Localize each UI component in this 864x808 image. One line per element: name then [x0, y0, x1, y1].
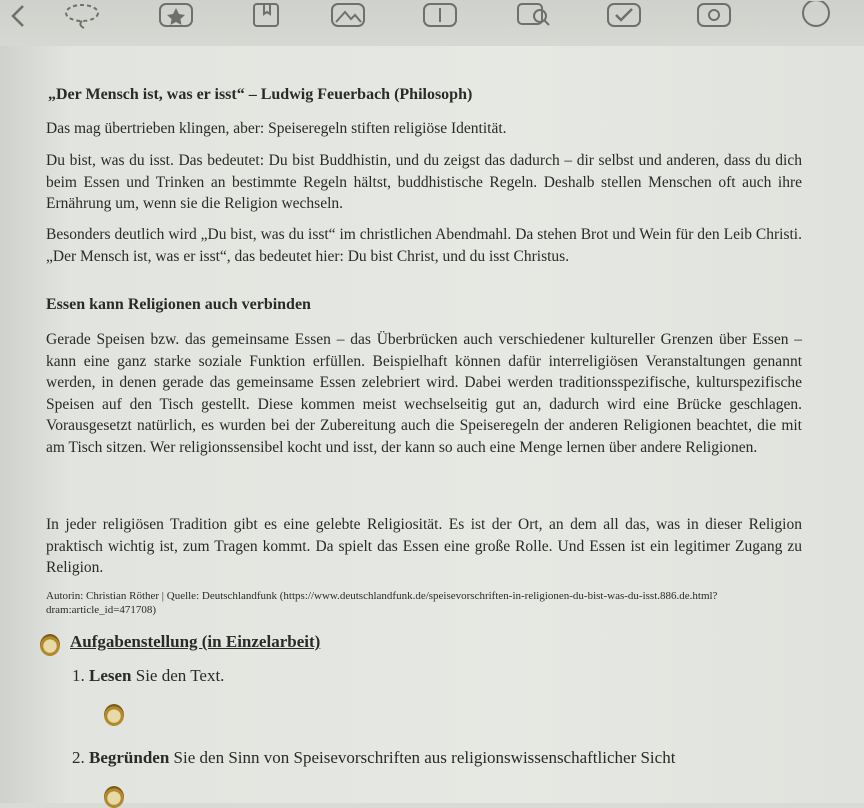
- zoom-icon[interactable]: [514, 2, 554, 30]
- section-heading: Essen kann Religionen auch verbinden: [46, 296, 311, 313]
- check-icon[interactable]: [604, 2, 644, 30]
- quote-heading: „Der Mensch ist, was er isst“ – Ludwig Feuerbach (Philosoph): [48, 86, 473, 103]
- text-icon[interactable]: [420, 2, 460, 30]
- lasso-icon[interactable]: [62, 2, 102, 30]
- task-1-number: 1.: [72, 666, 85, 685]
- pen-icon[interactable]: [694, 2, 734, 30]
- paragraph-religiosity: In jeder religiösen Tradition gibt es eine gelebte Religiosität. Es ist der Ort, an dem all das, was in dieser Religion praktisch wichtig ist, zum Tragen kommt. Da spielt das Essen eine große Rolle. Und Essen ist ein legitimer Zugang zu Religion.: [46, 516, 802, 576]
- task-2: [72, 748, 675, 768]
- task-2-verb: Begründen: [89, 748, 170, 767]
- task-1: [72, 666, 224, 686]
- circle-icon[interactable]: [796, 2, 836, 30]
- task-heading: Aufgabenstellung (in Einzelarbeit): [70, 632, 321, 651]
- timer-icon: [40, 634, 60, 656]
- task-2-text: Sie den Sinn von Speisevorschriften aus religionswissenschaftlicher Sicht: [169, 748, 676, 767]
- image-icon[interactable]: [328, 2, 368, 30]
- source-citation: Autorin: Christian Röther | Quelle: Deutschlandfunk (https://www.deutschlandfunk.de/speisevorschriften-in-religionen-du-bist-was-du-isst.886.de.html?dram:article_id=471708): [46, 590, 718, 616]
- star-icon[interactable]: [156, 2, 196, 30]
- annotation-toolbar: [0, 0, 864, 47]
- paragraph-connect: Gerade Speisen bzw. das gemeinsame Essen – das Überbrücken auch verschiedener kultureller Grenzen über Essen – kann eine ganz starke soziale Funktion erfüllen. Beispielhaft können dafür interreligiösen Veranstaltungen genannt werden, in denen gerade das gemeinsame Essen zelebriert wird. Dabei werden traditionsspezifische, kulturspezifische Speisen auf den Tisch gestellt. Diese kommen meist wechselseitig gut an, dadurch wird eine Brücke geschlagen. Vorausgesetzt natürlich, es wurden bei der Zubereitung auch die Speiseregeln der anderen Religionen beachtet, die mit am Tisch sitzen. Wer religionssensibel kocht und isst, der kann so auch eine Menge lernen über andere Religionen.: [46, 331, 802, 456]
- document-page: [0, 46, 864, 803]
- timer-icon: [104, 704, 124, 726]
- timer-icon: [104, 786, 124, 808]
- task-2-number: 2.: [72, 748, 85, 767]
- back-arrow-icon[interactable]: [0, 2, 40, 30]
- task-1-verb: Lesen: [89, 666, 132, 685]
- task-1-text: Sie den Text.: [131, 666, 225, 685]
- bookmark-icon[interactable]: [246, 2, 286, 30]
- paragraph-buddhism: Du bist, was du isst. Das bedeutet: Du bist Buddhistin, und du zeigst das dadurch – dir selbst und anderen, dass du dich beim Essen und Trinken an bestimmte Regeln hältst, buddhistische Regeln. Deshalb stellen Menschen oft auch ihre Ernährung um, wenn sie die Religion wechseln.: [46, 152, 802, 212]
- paragraph-intro: Das mag übertrieben klingen, aber: Speiseregeln stiften religiöse Identität.: [46, 120, 507, 137]
- paragraph-abendmahl: Besonders deutlich wird „Du bist, was du isst“ im christlichen Abendmahl. Da stehen Brot und Wein für den Leib Christi. „Der Mensch ist, was er isst“, das bedeutet hier: Du bist Christ, und du isst Christus.: [46, 226, 802, 265]
